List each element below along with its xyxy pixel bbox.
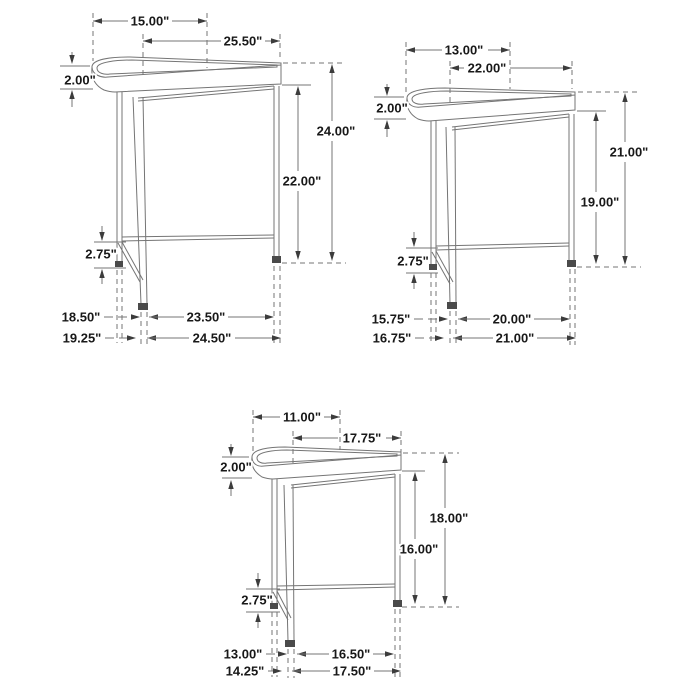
foot-cap bbox=[567, 260, 576, 267]
frame-line bbox=[133, 97, 141, 304]
foot-cap bbox=[393, 600, 402, 607]
dimension-arrowhead bbox=[435, 335, 444, 340]
frame-line bbox=[452, 114, 569, 127]
dimension-arrowhead bbox=[593, 112, 598, 121]
frame-line bbox=[455, 127, 456, 303]
dimension-label-height-clearance: 16.00" bbox=[399, 541, 439, 557]
dimension-arrowhead bbox=[253, 414, 262, 419]
foot-cap bbox=[429, 264, 437, 270]
dimension-label-base-a: 13.00" bbox=[223, 646, 263, 662]
dimension-label-base-a: 15.75" bbox=[371, 311, 411, 327]
foot-cap bbox=[447, 302, 457, 309]
dimension-arrowhead bbox=[385, 651, 394, 656]
frame-line bbox=[138, 89, 274, 101]
dimension-arrowhead bbox=[329, 252, 334, 261]
frame-line bbox=[436, 251, 453, 282]
dimension-arrowhead bbox=[593, 255, 598, 264]
dimension-arrowhead bbox=[411, 274, 416, 283]
dimension-label-span-b: 21.00" bbox=[495, 330, 535, 346]
dimension-arrowhead bbox=[563, 65, 572, 70]
dimension-arrowhead bbox=[622, 256, 627, 265]
dimension-label-top-thickness: 2.00" bbox=[64, 72, 96, 88]
dimension-arrowhead bbox=[143, 38, 152, 43]
dimension-label-height-overall: 21.00" bbox=[609, 144, 649, 160]
frame-line bbox=[291, 477, 395, 488]
dimension-arrowhead bbox=[406, 47, 415, 52]
dimension-label-base-a: 18.50" bbox=[61, 309, 101, 325]
nesting-table-large-drawing bbox=[60, 13, 355, 346]
frame-line bbox=[293, 485, 294, 641]
dimension-arrowhead bbox=[561, 316, 570, 321]
dimension-label-base-b: 14.25" bbox=[225, 663, 265, 679]
dimension-arrowhead bbox=[392, 435, 401, 440]
dimension-label-top-thickness: 2.00" bbox=[376, 100, 408, 116]
dimension-arrowhead bbox=[131, 314, 140, 319]
dimension-label-top-front: 13.00" bbox=[444, 42, 484, 58]
foot-cap bbox=[285, 640, 295, 647]
dimension-label-height-clearance: 22.00" bbox=[282, 173, 322, 189]
dimension-label-top-front: 15.00" bbox=[130, 13, 170, 29]
frame-line bbox=[277, 584, 395, 586]
frame-line bbox=[277, 587, 395, 590]
dimension-arrowhead bbox=[255, 613, 260, 622]
dimension-arrowhead bbox=[265, 314, 274, 319]
dimension-arrowhead bbox=[622, 93, 627, 102]
dimension-label-top-full: 22.00" bbox=[467, 60, 507, 76]
dimension-label-height-clearance: 19.00" bbox=[580, 194, 620, 210]
dimension-arrowhead bbox=[293, 435, 302, 440]
dimension-arrowhead bbox=[384, 87, 389, 96]
dimension-arrowhead bbox=[255, 579, 260, 588]
dimension-label-foot-height: 2.75" bbox=[241, 592, 273, 608]
frame-line bbox=[452, 117, 569, 130]
dimension-label-span-a: 23.50" bbox=[186, 309, 226, 325]
dimension-label-top-full: 17.75" bbox=[342, 430, 382, 446]
dimension-arrowhead bbox=[228, 447, 233, 456]
dimension-arrowhead bbox=[228, 480, 233, 489]
dimension-label-span-b: 24.50" bbox=[192, 330, 232, 346]
foot-cap bbox=[138, 303, 148, 310]
frame-line bbox=[284, 485, 288, 641]
dimension-arrowhead bbox=[450, 65, 459, 70]
dimension-label-top-full: 25.50" bbox=[223, 33, 263, 49]
dimension-arrowhead bbox=[439, 316, 448, 321]
frame-line bbox=[122, 235, 274, 237]
foot-cap bbox=[115, 261, 123, 267]
dimension-arrowhead bbox=[412, 472, 417, 481]
dimension-arrowhead bbox=[384, 120, 389, 129]
dimension-arrowhead bbox=[501, 47, 510, 52]
dimension-arrowhead bbox=[412, 595, 417, 604]
dimension-arrowhead bbox=[127, 335, 136, 340]
dimension-label-foot-height: 2.75" bbox=[397, 253, 429, 269]
dimension-label-span-a: 16.50" bbox=[331, 646, 371, 662]
frame-line bbox=[291, 474, 395, 485]
foot-cap bbox=[272, 256, 281, 263]
frame-line bbox=[143, 97, 147, 304]
dimension-arrowhead bbox=[69, 55, 74, 64]
tabletop-outline bbox=[412, 91, 571, 104]
dimension-arrowhead bbox=[198, 18, 207, 23]
dimension-label-top-front: 11.00" bbox=[283, 409, 321, 425]
dimension-arrowhead bbox=[329, 64, 334, 73]
dimension-arrowhead bbox=[93, 18, 102, 23]
dimension-arrowhead bbox=[271, 38, 280, 43]
dimension-arrowhead bbox=[69, 90, 74, 99]
dimension-label-top-thickness: 2.00" bbox=[220, 459, 252, 475]
dimension-arrowhead bbox=[331, 414, 340, 419]
dimension-arrowhead bbox=[295, 251, 300, 260]
frame-line bbox=[122, 238, 274, 241]
dimension-label-span-b: 17.50" bbox=[332, 663, 372, 679]
frame-line bbox=[446, 127, 450, 303]
dimension-arrowhead bbox=[411, 238, 416, 247]
frame-line bbox=[122, 242, 143, 280]
dimension-arrowhead bbox=[278, 651, 287, 656]
frame-line bbox=[277, 591, 291, 618]
dimension-arrowhead bbox=[442, 596, 447, 605]
dimension-label-height-overall: 24.00" bbox=[316, 123, 356, 139]
dimension-label-base-b: 19.25" bbox=[62, 330, 102, 346]
dimension-arrowhead bbox=[295, 86, 300, 95]
dimension-label-base-b: 16.75" bbox=[372, 330, 412, 346]
nesting-table-small-drawing bbox=[220, 410, 468, 679]
dimension-label-foot-height: 2.75" bbox=[85, 246, 117, 262]
dimension-arrowhead bbox=[99, 232, 104, 241]
dimension-label-span-a: 20.00" bbox=[492, 311, 532, 327]
nesting-table-medium-drawing bbox=[372, 42, 649, 346]
dimension-label-height-overall: 18.00" bbox=[429, 510, 469, 526]
dimension-arrowhead bbox=[442, 454, 447, 463]
dimension-arrowhead bbox=[99, 269, 104, 278]
